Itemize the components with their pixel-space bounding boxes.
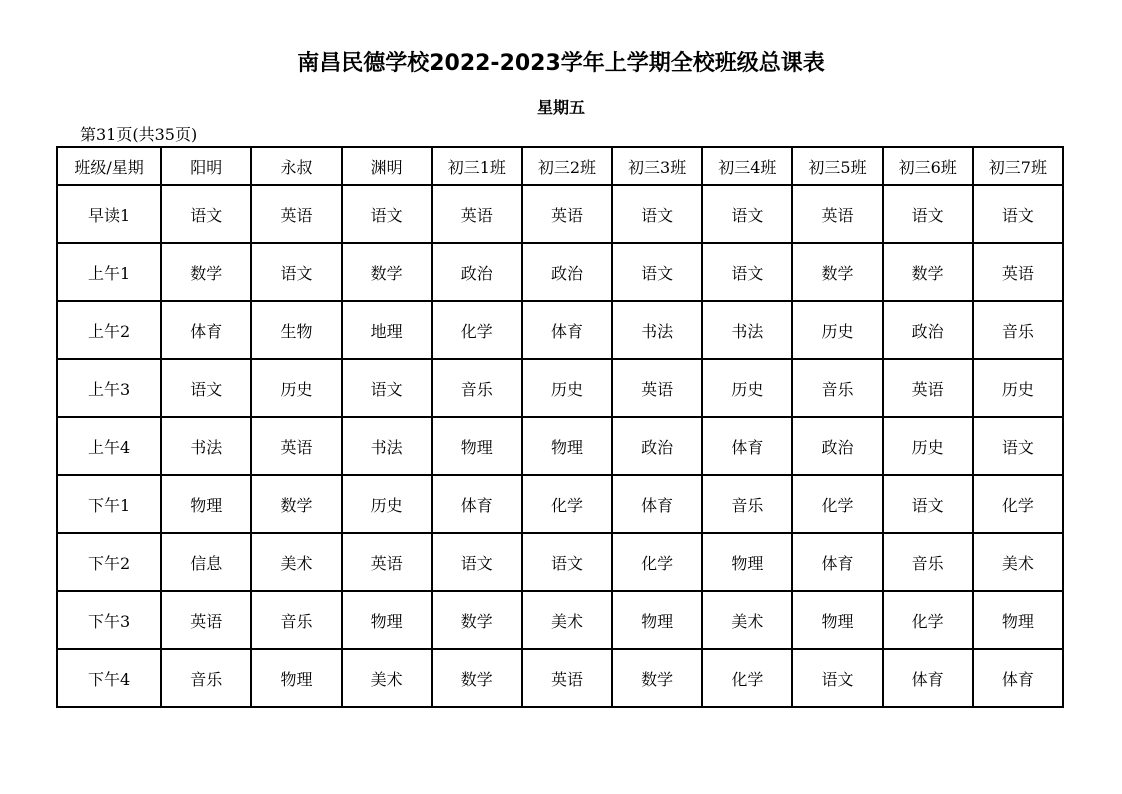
subject-cell: 语文 <box>973 185 1063 243</box>
table-row <box>57 591 1063 649</box>
timetable-header <box>57 147 1063 185</box>
table-row <box>57 533 1063 591</box>
subject-cell: 化学 <box>702 649 792 707</box>
subject-cell: 数学 <box>792 243 882 301</box>
subject-cell: 物理 <box>792 591 882 649</box>
subject-cell: 政治 <box>522 243 612 301</box>
header-cell-class: 初三2班 <box>522 147 612 185</box>
subject-cell: 历史 <box>251 359 341 417</box>
header-cell-class: 渊明 <box>342 147 432 185</box>
subject-cell: 体育 <box>161 301 251 359</box>
document-title: 南昌民德学校2022-2023学年上学期全校班级总课表 <box>297 51 825 76</box>
subject-cell: 物理 <box>973 591 1063 649</box>
subject-cell: 英语 <box>612 359 702 417</box>
subject-cell: 物理 <box>702 533 792 591</box>
subject-cell: 数学 <box>612 649 702 707</box>
period-cell: 早读1 <box>57 185 161 243</box>
subject-cell: 英语 <box>342 533 432 591</box>
period-cell: 上午3 <box>57 359 161 417</box>
table-row <box>57 185 1063 243</box>
subject-cell: 美术 <box>973 533 1063 591</box>
subject-cell: 政治 <box>612 417 702 475</box>
page-number: 第31页(共35页) <box>80 125 198 144</box>
subject-cell: 语文 <box>251 243 341 301</box>
subject-cell: 书法 <box>702 301 792 359</box>
subject-cell: 语文 <box>342 185 432 243</box>
subject-cell: 数学 <box>251 475 341 533</box>
subject-cell: 书法 <box>342 417 432 475</box>
table-row <box>57 301 1063 359</box>
subject-cell: 物理 <box>342 591 432 649</box>
subject-cell: 历史 <box>522 359 612 417</box>
subject-cell: 政治 <box>792 417 882 475</box>
period-cell: 下午1 <box>57 475 161 533</box>
weekday-subtitle: 星期五 <box>536 98 585 117</box>
subject-cell: 体育 <box>883 649 973 707</box>
subject-cell: 体育 <box>973 649 1063 707</box>
subject-cell: 语文 <box>792 649 882 707</box>
subject-cell: 语文 <box>161 359 251 417</box>
subject-cell: 生物 <box>251 301 341 359</box>
period-cell: 上午2 <box>57 301 161 359</box>
subject-cell: 历史 <box>883 417 973 475</box>
header-cell-class: 阳明 <box>161 147 251 185</box>
subject-cell: 数学 <box>432 591 522 649</box>
subject-cell: 化学 <box>612 533 702 591</box>
subject-cell: 政治 <box>883 301 973 359</box>
subject-cell: 英语 <box>251 417 341 475</box>
header-cell-class: 永叔 <box>251 147 341 185</box>
subject-cell: 数学 <box>883 243 973 301</box>
subject-cell: 英语 <box>161 591 251 649</box>
period-cell: 下午4 <box>57 649 161 707</box>
subject-cell: 音乐 <box>702 475 792 533</box>
subject-cell: 体育 <box>702 417 792 475</box>
header-cell-class: 初三7班 <box>973 147 1063 185</box>
header-cell-class: 初三4班 <box>702 147 792 185</box>
subject-cell: 数学 <box>432 649 522 707</box>
subject-cell: 英语 <box>251 185 341 243</box>
subject-cell: 历史 <box>702 359 792 417</box>
subject-cell: 化学 <box>432 301 522 359</box>
header-cell-class: 初三5班 <box>792 147 882 185</box>
table-row <box>57 359 1063 417</box>
subject-cell: 音乐 <box>432 359 522 417</box>
subject-cell: 英语 <box>522 649 612 707</box>
period-cell: 下午2 <box>57 533 161 591</box>
subject-cell: 语文 <box>973 417 1063 475</box>
subject-cell: 物理 <box>612 591 702 649</box>
subject-cell: 信息 <box>161 533 251 591</box>
subject-cell: 美术 <box>342 649 432 707</box>
subject-cell: 语文 <box>702 185 792 243</box>
subject-cell: 美术 <box>522 591 612 649</box>
subject-cell: 历史 <box>342 475 432 533</box>
timetable-body <box>57 185 1063 707</box>
subject-cell: 物理 <box>432 417 522 475</box>
subject-cell: 体育 <box>522 301 612 359</box>
subject-cell: 语文 <box>612 185 702 243</box>
subject-cell: 体育 <box>432 475 522 533</box>
table-row <box>57 243 1063 301</box>
subject-cell: 语文 <box>883 475 973 533</box>
subject-cell: 语文 <box>612 243 702 301</box>
subject-cell: 历史 <box>792 301 882 359</box>
subject-cell: 物理 <box>522 417 612 475</box>
subject-cell: 语文 <box>342 359 432 417</box>
header-cell-class: 初三6班 <box>883 147 973 185</box>
subject-cell: 书法 <box>612 301 702 359</box>
header-cell-period: 班级/星期 <box>57 147 161 185</box>
subject-cell: 语文 <box>883 185 973 243</box>
subject-cell: 音乐 <box>973 301 1063 359</box>
subject-cell: 数学 <box>161 243 251 301</box>
header-row <box>57 147 1063 185</box>
subject-cell: 化学 <box>522 475 612 533</box>
subject-cell: 英语 <box>432 185 522 243</box>
subject-cell: 物理 <box>251 649 341 707</box>
header-cell-class: 初三1班 <box>432 147 522 185</box>
period-cell: 下午3 <box>57 591 161 649</box>
subject-cell: 美术 <box>251 533 341 591</box>
subject-cell: 历史 <box>973 359 1063 417</box>
subject-cell: 物理 <box>161 475 251 533</box>
period-cell: 上午1 <box>57 243 161 301</box>
subject-cell: 化学 <box>792 475 882 533</box>
subject-cell: 音乐 <box>883 533 973 591</box>
subject-cell: 语文 <box>702 243 792 301</box>
subject-cell: 美术 <box>702 591 792 649</box>
table-row <box>57 417 1063 475</box>
subject-cell: 体育 <box>792 533 882 591</box>
table-row <box>57 649 1063 707</box>
table-row <box>57 475 1063 533</box>
subject-cell: 政治 <box>432 243 522 301</box>
subject-cell: 语文 <box>522 533 612 591</box>
subject-cell: 英语 <box>883 359 973 417</box>
subject-cell: 音乐 <box>251 591 341 649</box>
period-cell: 上午4 <box>57 417 161 475</box>
subject-cell: 地理 <box>342 301 432 359</box>
subject-cell: 语文 <box>161 185 251 243</box>
subject-cell: 英语 <box>973 243 1063 301</box>
subject-cell: 体育 <box>612 475 702 533</box>
subject-cell: 书法 <box>161 417 251 475</box>
subject-cell: 数学 <box>342 243 432 301</box>
timetable <box>56 146 1064 708</box>
subject-cell: 音乐 <box>792 359 882 417</box>
subject-cell: 化学 <box>883 591 973 649</box>
subject-cell: 英语 <box>522 185 612 243</box>
subject-cell: 语文 <box>432 533 522 591</box>
subject-cell: 化学 <box>973 475 1063 533</box>
header-cell-class: 初三3班 <box>612 147 702 185</box>
subject-cell: 音乐 <box>161 649 251 707</box>
subject-cell: 英语 <box>792 185 882 243</box>
